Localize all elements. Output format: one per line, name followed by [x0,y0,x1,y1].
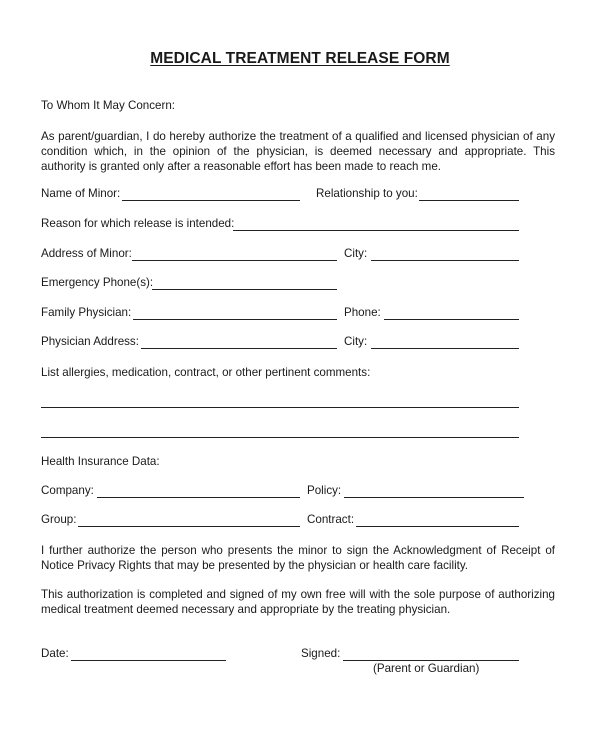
physician-address-field[interactable] [141,348,337,349]
policy-label: Policy: [307,484,342,497]
relationship-label: Relationship to you: [316,187,418,200]
city-label-2: City: [344,335,368,348]
reason-label: Reason for which release is intended: [41,217,235,230]
family-physician-field[interactable] [133,319,337,320]
date-label: Date: [41,647,69,660]
city-field-2[interactable] [371,348,519,349]
emergency-phone-label: Emergency Phone(s): [41,276,154,289]
authorize-paragraph: I further authorize the person who presents the minor to sign the Acknowledgment of Receipt of Notice Privacy Rights that may be presented by the physician or health care facility. [41,544,555,573]
phone-field[interactable] [384,319,519,320]
signed-label: Signed: [301,647,341,660]
phone-label: Phone: [344,306,381,319]
date-field[interactable] [71,660,226,661]
policy-field[interactable] [344,497,524,498]
reason-field[interactable] [233,230,519,231]
name-of-minor-label: Name of Minor: [41,187,121,200]
allergies-line-2[interactable] [41,437,519,438]
completion-paragraph: This authorization is completed and signed of my own free will with the sole purpose of authorizing medical treatment deemed necessary and appropriate by the treating physician. [41,588,555,617]
signature-field[interactable] [343,660,519,661]
emergency-phone-field[interactable] [152,289,337,290]
address-of-minor-label: Address of Minor: [41,247,132,260]
intro-paragraph: As parent/guardian, I do hereby authorize the treatment of a qualified and licensed physician of any condition which, in the opinion of the physician, is deemed necessary and appropriate. This authority is granted only after a reasonable effort has been made to reach me. [41,130,555,174]
contract-label: Contract: [307,513,355,526]
allergies-line-1[interactable] [41,407,519,408]
city-field[interactable] [371,260,519,261]
relationship-field[interactable] [419,200,519,201]
group-label: Group: [41,513,77,526]
insurance-heading: Health Insurance Data: [41,455,160,468]
name-of-minor-field[interactable] [122,200,300,201]
signature-caption: (Parent or Guardian) [373,662,480,675]
company-label: Company: [41,484,94,497]
city-label: City: [344,247,368,260]
allergies-label: List allergies, medication, contract, or other pertinent comments: [41,366,371,379]
company-field[interactable] [97,497,300,498]
physician-address-label: Physician Address: [41,335,139,348]
family-physician-label: Family Physician: [41,306,132,319]
address-of-minor-field[interactable] [132,260,337,261]
contract-field[interactable] [356,526,519,527]
group-field[interactable] [78,526,300,527]
form-title: MEDICAL TREATMENT RELEASE FORM [150,50,450,67]
salutation: To Whom It May Concern: [41,99,176,112]
